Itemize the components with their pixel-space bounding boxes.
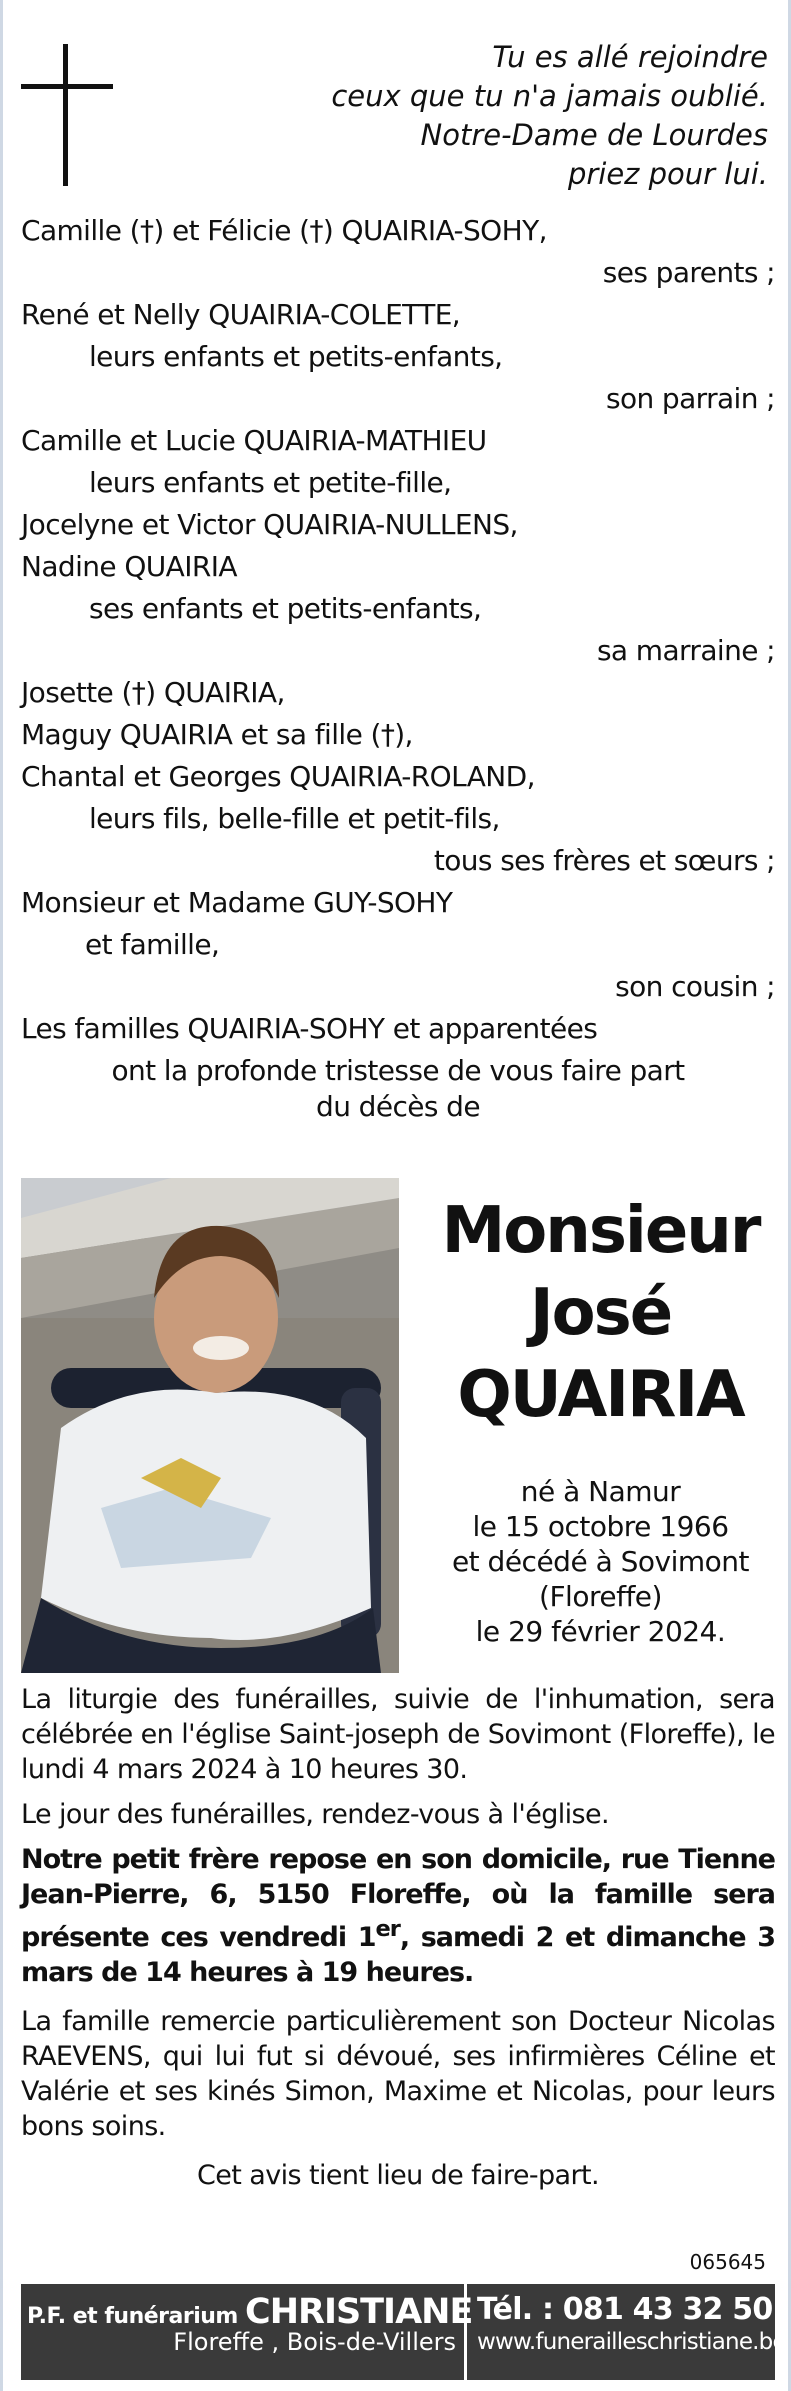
notice-line: Cet avis tient lieu de faire-part. bbox=[197, 2160, 599, 2191]
visitation-paragraph bbox=[21, 1842, 775, 1990]
funeral-home-contact-block bbox=[467, 2284, 790, 2380]
relation-line: tous ses frères et sœurs ; bbox=[433, 844, 775, 877]
deceased-last-name: QUAIRIA bbox=[457, 1358, 744, 1432]
phone-number: Tél. : 081 43 32 50 bbox=[477, 2292, 773, 2327]
verse-line: Tu es allé rejoindre bbox=[492, 40, 768, 74]
family-line: Josette (†) QUAIRIA, bbox=[21, 676, 285, 709]
family-line: Camille (†) et Félicie (†) QUAIRIA-SOHY, bbox=[21, 214, 547, 247]
family-line: leurs enfants et petite-fille, bbox=[89, 466, 452, 499]
deceased-name bbox=[413, 1190, 788, 1436]
family-line: Les familles QUAIRIA-SOHY et apparentées bbox=[21, 1012, 598, 1045]
family-line: ses enfants et petits-enfants, bbox=[89, 592, 482, 625]
announcement-line: ont la profonde tristesse de vous faire part bbox=[111, 1054, 685, 1087]
family-line: Camille et Lucie QUAIRIA-MATHIEU bbox=[21, 424, 487, 457]
relation-line: ses parents ; bbox=[602, 256, 775, 289]
cross-icon bbox=[21, 44, 113, 186]
date-line: et décédé à Sovimont bbox=[451, 1545, 750, 1578]
visitation-text-end: , samedi 2 et dimanche 3 mars de 14 heures à 19 heures. bbox=[21, 1922, 775, 1988]
funeral-home-prefix: P.F. et funérarium bbox=[27, 2304, 238, 2329]
announcement-body bbox=[21, 1682, 775, 2203]
thanks-paragraph: La famille remercie particulièrement son Docteur Nicolas RAEVENS, qui lui fut si dévoué, ses infirmières Céline et Valérie et ses kinés Simon, Maxime et Nicolas, pour leurs bons soins. bbox=[21, 2006, 775, 2142]
relation-line: son parrain ; bbox=[605, 382, 775, 415]
family-line: Monsieur et Madame GUY-SOHY bbox=[21, 886, 453, 919]
deceased-title: Monsieur bbox=[441, 1194, 760, 1268]
family-line: et famille, bbox=[85, 928, 220, 961]
deceased-first-name: José bbox=[529, 1276, 672, 1350]
funeral-home-name-block bbox=[21, 2284, 473, 2380]
family-line: Maguy QUAIRIA et sa fille (†), bbox=[21, 718, 413, 751]
funeral-paragraph: La liturgie des funérailles, suivie de l'inhumation, sera célébrée en l'église Saint-joseph de Sovimont (Floreffe), le lundi 4 mars 2024 à 10 heures 30. bbox=[21, 1684, 775, 1785]
meeting-paragraph: Le jour des funérailles, rendez-vous à l'église. bbox=[21, 1799, 610, 1830]
family-line: leurs enfants et petits-enfants, bbox=[89, 340, 503, 373]
verse bbox=[208, 38, 768, 194]
funeral-home-brand: CHRISTIANE bbox=[245, 2292, 473, 2332]
birth-death-dates bbox=[413, 1474, 788, 1649]
announcement-line: du décès de bbox=[316, 1090, 480, 1123]
portrait-photo bbox=[21, 1178, 399, 1673]
verse-line: ceux que tu n'a jamais oublié. bbox=[331, 79, 768, 113]
funeral-home-locations: Floreffe , Bois-de-Villers bbox=[173, 2328, 456, 2356]
date-line: le 29 février 2024. bbox=[475, 1615, 726, 1648]
date-line: (Floreffe) bbox=[539, 1580, 662, 1613]
date-line: le 15 octobre 1966 bbox=[472, 1510, 729, 1543]
family-line: Chantal et Georges QUAIRIA-ROLAND, bbox=[21, 760, 535, 793]
family-line: René et Nelly QUAIRIA-COLETTE, bbox=[21, 298, 461, 331]
reference-number: 065645 bbox=[689, 2250, 766, 2274]
date-line: né à Namur bbox=[520, 1475, 681, 1508]
family-line: leurs fils, belle-fille et petit-fils, bbox=[89, 802, 500, 835]
visitation-text: Notre petit frère repose en son domicile, rue Tienne Jean-Pierre, 6, 5150 Floreffe, où la famille sera présente ces vendredi 1 bbox=[21, 1844, 775, 1953]
family-list bbox=[21, 210, 775, 1128]
verse-line: Notre-Dame de Lourdes bbox=[420, 118, 768, 152]
relation-line: sa marraine ; bbox=[596, 634, 775, 667]
family-line: Nadine QUAIRIA bbox=[21, 550, 237, 583]
relation-line: son cousin ; bbox=[615, 970, 775, 1003]
funeral-home-banner bbox=[21, 2284, 786, 2380]
family-line: Jocelyne et Victor QUAIRIA-NULLENS, bbox=[21, 508, 518, 541]
website-link[interactable]: www.funerailleschristiane.be bbox=[477, 2329, 786, 2355]
verse-line: priez pour lui. bbox=[567, 157, 768, 191]
ordinal-suffix: er bbox=[375, 1916, 400, 1942]
